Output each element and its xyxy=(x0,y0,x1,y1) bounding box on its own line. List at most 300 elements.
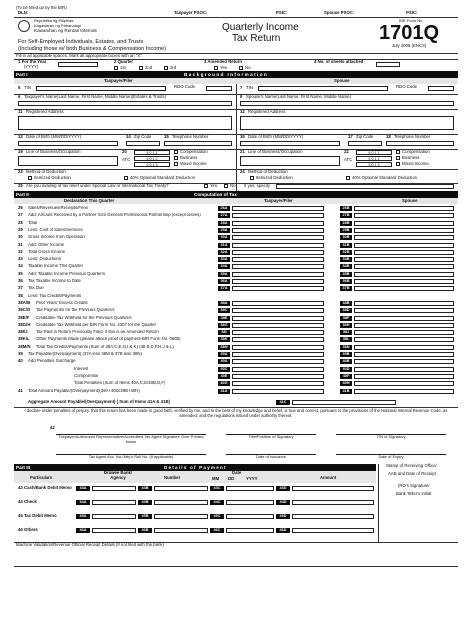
tax-line-label: Less: Cost of Sales/Services xyxy=(28,227,83,232)
part1-heading: Background Information xyxy=(184,72,269,77)
deduction-method-label-taxpayer: Method of Deduction xyxy=(26,169,66,174)
payment-bank-input[interactable] xyxy=(92,528,136,533)
declaration-text: I declare under penalties of perjury, that this return has been made in good faith, verified by me, and to the best of my knowledge and belief, is true and correct, pursuant to the provisions of the National Internal Revenue Code, as amended, and the regulations issued under authority thereof. xyxy=(24,408,448,418)
yyyy-col: YYYY xyxy=(246,476,258,481)
itemized-checkbox-spouse[interactable] xyxy=(250,176,254,180)
taxpayer-amount-input[interactable] xyxy=(232,323,324,328)
payment-code-d: 43D xyxy=(276,486,290,491)
tax-line-row xyxy=(14,373,458,380)
tax-line-number: 31 xyxy=(18,241,23,247)
taxpayer-amount-input[interactable] xyxy=(232,272,324,277)
taxpayer-item-code: 33A xyxy=(218,257,230,262)
tax-line-number: 38E/F xyxy=(18,314,30,320)
atc-code-2[interactable]: II 0 1 2 xyxy=(134,156,170,161)
taxpayer-item-code: 40E xyxy=(218,374,230,379)
year-input[interactable] xyxy=(58,62,98,67)
tax-line-label: Total Amount Payable/(Overpayment)(39A+40G/39B+40H) xyxy=(28,388,140,393)
spouse-amount-input[interactable] xyxy=(354,272,454,277)
q2-checkbox[interactable] xyxy=(139,66,143,70)
stamp-label-2: AAB and Date of Receipt xyxy=(388,471,436,476)
sheets-input[interactable] xyxy=(376,62,400,67)
tax-line-label: Creditable Tax Withheld for the Previous Quarter/s xyxy=(36,315,132,320)
tax-line-label: Less: Deductions xyxy=(28,257,61,262)
taxpayer-amount-input[interactable] xyxy=(232,337,324,342)
spouse-amount-input[interactable] xyxy=(354,301,454,306)
payment-code-d: 45D xyxy=(276,514,290,519)
fill-instructions: Fill in all applicable spaces. Mark all appropriate boxes with an "X". xyxy=(16,53,144,58)
compensation-checkbox-taxpayer[interactable] xyxy=(174,150,178,154)
tax-line-number: 38M/N xyxy=(18,343,31,349)
taxpayer-item-code: 38G xyxy=(218,323,230,328)
tax-line-row xyxy=(14,344,458,351)
payment-number-input[interactable] xyxy=(154,500,208,505)
tax-line-label: Tax Due xyxy=(28,286,44,291)
item1-label: 1 For the Year xyxy=(18,59,47,64)
payment-label: 44 Check xyxy=(18,499,37,504)
atc-code-3[interactable]: II 0 1 3 xyxy=(134,162,170,167)
taxpayer-amount-input[interactable] xyxy=(232,213,324,218)
payment-number-input[interactable] xyxy=(154,514,208,519)
part3-title: Part III xyxy=(16,465,31,470)
q3-label: 3rd xyxy=(170,65,177,70)
tax-line-label: Taxable Income This Quarter xyxy=(28,264,84,269)
spouse-item-code: 36B xyxy=(340,279,352,284)
spouse-amount-input[interactable] xyxy=(354,235,454,240)
payment-label: 46 Others xyxy=(18,527,38,532)
phone-input-spouse[interactable] xyxy=(386,141,454,146)
taxpayer-amount-input[interactable] xyxy=(232,221,324,226)
rdo-input-spouse[interactable] xyxy=(428,86,454,91)
phone-label-taxpayer: Telephone Number xyxy=(172,134,209,139)
part3-heading: Details of Payment xyxy=(164,465,227,470)
tax-relief-yes-checkbox[interactable] xyxy=(204,184,208,188)
atc-label-taxpayer: ATC xyxy=(122,157,131,162)
payment-code-b: 43B xyxy=(138,486,152,491)
zip-input-spouse[interactable] xyxy=(348,141,382,146)
address-label-taxpayer: Registered Address xyxy=(26,109,64,114)
payment-code-c: 46C xyxy=(210,528,224,533)
spouse-item-code: 29B xyxy=(340,228,352,233)
rdo-label-taxpayer: RDO Code xyxy=(174,84,196,89)
taxpayer-amount-input[interactable] xyxy=(232,316,324,321)
osd-label-taxpayer: 40% Optional Standard Deduction xyxy=(130,175,195,180)
agency-line-3: Kawanihan ng Rentas Internas xyxy=(34,28,97,33)
item2-label: 2 Quarter xyxy=(114,59,134,64)
taxpayer-amount-input[interactable] xyxy=(232,257,324,262)
part3-col-header xyxy=(14,471,376,483)
taxpayer-item-code: 40G xyxy=(218,381,230,386)
signature-title-line[interactable]: Title/Position of Signatory xyxy=(226,434,316,440)
payment-date-input[interactable] xyxy=(226,514,274,519)
spouse-item-code: 38J xyxy=(340,330,352,335)
spouse-item-code: 40F xyxy=(340,374,352,379)
taxpayer-item-code: 39A xyxy=(218,352,230,357)
osd-label-spouse: 40% Optional Standard Deduction xyxy=(352,175,417,180)
dln-label: DLN: xyxy=(18,11,29,15)
tin-label-spouse: TIN xyxy=(246,85,253,90)
payment-date-input[interactable] xyxy=(226,528,274,533)
form-desc-line-1: For Self-Employed Individuals, Estates, and Trusts xyxy=(18,39,144,45)
payment-date-input[interactable] xyxy=(226,500,274,505)
tax-line-number: 40 xyxy=(18,358,23,364)
part2-title: Part II xyxy=(16,192,29,197)
q1-checkbox[interactable] xyxy=(114,66,118,70)
tax-line-row xyxy=(14,300,458,307)
amended-no-checkbox[interactable] xyxy=(239,66,243,70)
address-input-spouse[interactable] xyxy=(240,116,454,130)
tax-line-row xyxy=(14,234,458,241)
taxpayer-amount-input[interactable] xyxy=(232,243,324,248)
compensation-label-spouse: Compensation xyxy=(402,149,430,154)
tax-line-number: 38C/D xyxy=(18,307,31,313)
tax-line-label: Total xyxy=(28,220,38,225)
payment-code-c: 44C xyxy=(210,500,224,505)
item3-label: 3 Amended Return xyxy=(204,59,243,64)
tax-line-row xyxy=(14,366,458,373)
payment-code-a: 43A xyxy=(76,486,90,491)
spouse-item-code: 38F xyxy=(340,316,352,321)
business-label-spouse: Business xyxy=(402,155,420,160)
payment-code-d: 46D xyxy=(276,528,290,533)
payment-row xyxy=(14,484,376,498)
spouse-item-code: 37B xyxy=(340,286,352,291)
spouse-amount-input[interactable] xyxy=(354,250,454,255)
tax-line-row xyxy=(14,358,458,365)
taxpayer-amount-input[interactable] xyxy=(232,286,324,291)
machine-validation-label: Machine Validation/Revenue Official Receipt Details (If not filed with the bank) xyxy=(16,542,164,547)
item1-sub: (YYYY) xyxy=(24,64,39,69)
spouse-item-code: 32B xyxy=(340,250,352,255)
tax-line-label: Add Penalties Surcharge xyxy=(28,359,76,364)
agency-line-1: Republika ng Pilipinas xyxy=(34,18,74,23)
tax-line-number: 38I/J xyxy=(18,329,28,335)
spouse-amount-input[interactable] xyxy=(354,330,454,335)
zip-label-taxpayer: Zip Code xyxy=(134,134,152,139)
spouse-amount-input[interactable] xyxy=(354,228,454,233)
taxpayer-amount-input[interactable] xyxy=(232,279,324,284)
date-col: Date xyxy=(232,471,242,475)
particulars-col: Particulars xyxy=(30,475,53,480)
mixed-label-taxpayer: Mixed Income xyxy=(180,161,207,166)
phone-input-taxpayer[interactable] xyxy=(164,141,232,146)
itemized-label-spouse: Itemized Deduction xyxy=(256,175,293,180)
taxpayer-item-code: 36A xyxy=(218,279,230,284)
tax-line-label: Add: Taxable Income Previous Quarter/s xyxy=(28,271,106,276)
spouse-item-code: 35B xyxy=(340,272,352,277)
signature-line-taxpayer[interactable]: Taxpayer/Authorized Representative/Accredited Tax Agent Signature Over Printed Name xyxy=(56,434,206,444)
form-no-label: BIR Form No. xyxy=(399,18,424,23)
payment-label: 45 Tax Debit Memo xyxy=(18,513,57,518)
taxpayer-amount-input[interactable] xyxy=(232,352,324,357)
tax-line-number: 32 xyxy=(18,248,23,254)
taxpayer-amount-input[interactable] xyxy=(232,264,324,269)
tax-line-number: 39 xyxy=(18,351,23,356)
payment-amount-input[interactable] xyxy=(292,514,374,519)
itemized-label-taxpayer: Itemized Deduction xyxy=(34,175,71,180)
spouse-item-code: 38H xyxy=(340,323,352,328)
taxpayer-item-code: 41A xyxy=(218,389,230,394)
taxpayer-amount-input[interactable] xyxy=(232,381,324,386)
atc-code-1[interactable]: II 0 1 1 xyxy=(134,150,170,155)
taxpayer-item-code: 38C xyxy=(218,308,230,313)
spouse-item-code: 41B xyxy=(340,389,352,394)
spouse-amount-input[interactable] xyxy=(354,257,454,262)
deduction-method-label-spouse: Method of Deduction xyxy=(248,169,288,174)
tax-line-row xyxy=(14,242,458,249)
payment-amount-input[interactable] xyxy=(292,500,374,505)
taxpayer-item-code: 29A xyxy=(218,228,230,233)
tax-line-row xyxy=(14,256,458,263)
taxpayer-item-code: 40A xyxy=(218,359,230,364)
part1-bar xyxy=(14,71,458,78)
lob-input-spouse[interactable] xyxy=(240,156,340,166)
payment-bank-input[interactable] xyxy=(92,486,136,491)
part2-col-header xyxy=(14,198,458,204)
form-number: 1701Q xyxy=(379,22,440,44)
taxpayer-amount-input[interactable] xyxy=(232,345,324,350)
spouse-amount-input[interactable] xyxy=(354,264,454,269)
q3-checkbox[interactable] xyxy=(164,66,168,70)
lob-label-taxpayer: Line of Business/Occupation xyxy=(26,149,81,154)
taxpayer-item-code: 38I xyxy=(218,330,230,335)
taxpayer-item-code: 30A xyxy=(218,235,230,240)
spouse-amount-input[interactable] xyxy=(354,279,454,284)
spouse-amount-input[interactable] xyxy=(354,345,454,350)
osd-checkbox-taxpayer[interactable] xyxy=(124,176,128,180)
name-label-spouse: Spouse's Name(Last Name, First Name, Middle Name) xyxy=(246,94,351,99)
payment-code-b: 46B xyxy=(138,528,152,533)
taxpayer-item-code: 26A xyxy=(218,206,230,211)
spouse-amount-input[interactable] xyxy=(354,213,454,218)
mixed-label-spouse: Mixed Income xyxy=(402,161,429,166)
tax-line-row xyxy=(14,322,458,329)
zip-label-spouse: Zip Code xyxy=(356,134,374,139)
taxpayer-amount-input[interactable] xyxy=(232,359,324,364)
phone-label-spouse: Telephone Number xyxy=(394,134,431,139)
taxpayer-item-code: 38E xyxy=(218,316,230,321)
payment-date-input[interactable] xyxy=(226,486,274,491)
taxpayer-amount-input[interactable] xyxy=(232,250,324,255)
tax-line-number: 38G/H xyxy=(18,321,31,327)
rdo-input-taxpayer[interactable] xyxy=(206,86,232,91)
tax-line-row xyxy=(14,271,458,278)
spouse-amount-input[interactable] xyxy=(354,381,454,386)
spouse-amount-input[interactable] xyxy=(354,389,454,394)
spouse-item-code: 40H xyxy=(340,381,352,386)
spouse-amount-input[interactable] xyxy=(354,374,454,379)
tax-line-number: 33 xyxy=(18,256,23,262)
tax-line-label: Other Payments Made (please attach proof of payment-BIR Form No. 0605) xyxy=(36,337,181,342)
spouse-item-code: 28B xyxy=(340,221,352,226)
amended-yes-checkbox[interactable] xyxy=(214,66,218,70)
taxpayer-amount-input[interactable] xyxy=(232,228,324,233)
name-input-spouse[interactable] xyxy=(240,101,454,106)
business-checkbox-spouse[interactable] xyxy=(396,156,400,160)
spouse-item-code: 34B xyxy=(340,264,352,269)
spouse-amount-input[interactable] xyxy=(354,221,454,226)
payment-number-input[interactable] xyxy=(154,528,208,533)
tax-line-label: Tax Taxable Income to Date xyxy=(28,279,81,283)
payment-code-c: 45C xyxy=(210,514,224,519)
dob-input-spouse[interactable] xyxy=(240,141,340,146)
atc-code-spouse-1[interactable]: II 0 1 1 xyxy=(356,150,392,155)
tax-line-row xyxy=(14,212,458,219)
psic-label: PSIC: xyxy=(276,11,288,15)
payment-bank-input[interactable] xyxy=(92,500,136,505)
part3-bar xyxy=(14,464,376,471)
tax-line-number: 30 xyxy=(18,234,23,240)
spouse-amount-input[interactable] xyxy=(354,243,454,248)
tax-line-label: Less: Tax Credits/Payments xyxy=(28,293,82,298)
payment-amount-input[interactable] xyxy=(292,528,374,533)
q1-label: 1st xyxy=(120,65,126,70)
taxpayer-psoc-label: Taxpayer PSOC: xyxy=(174,11,208,15)
tax-line-label: Total Gross Income xyxy=(28,249,66,254)
payment-amount-input[interactable] xyxy=(292,486,374,491)
agency-line-2: Kagawaran ng Pananalapi xyxy=(34,22,81,28)
taxpayer-amount-input[interactable] xyxy=(232,330,324,335)
tax-line-label: Total Tax Credits/Payments (Sum of 38A,C,E,G,I & K) (38 B,D,F,H,J & L) xyxy=(36,344,174,349)
spouse-amount-input[interactable] xyxy=(354,352,454,357)
taxpayer-amount-input[interactable] xyxy=(232,301,324,306)
spouse-item-code: 31B xyxy=(340,243,352,248)
spouse-amount-input[interactable] xyxy=(354,316,454,321)
tax-relief-no-label: No xyxy=(230,183,236,188)
atc-code-spouse-2[interactable]: II 0 1 2 xyxy=(356,156,392,161)
spouse-item-code: 40B xyxy=(340,359,352,364)
aggregate-code: 41C xyxy=(276,400,290,405)
payment-code-b: 44B xyxy=(138,500,152,505)
spouse-psic-label: PSIC: xyxy=(406,11,418,15)
payment-number-input[interactable] xyxy=(154,486,208,491)
taxpayer-item-code: 34A xyxy=(218,264,230,269)
tin-input-spouse[interactable] xyxy=(258,86,388,91)
tax-line-row xyxy=(14,307,458,314)
taxpayer-item-code: 40C xyxy=(218,367,230,372)
business-checkbox-taxpayer[interactable] xyxy=(174,156,178,160)
part2-bar xyxy=(14,191,458,198)
tax-relief-specify-label: If yes, specify xyxy=(244,183,271,188)
taxpayer-amount-input[interactable] xyxy=(232,206,324,211)
tax-line-label: Sales/Revenues/Receipts/Fees xyxy=(28,206,88,210)
lob-label-spouse: Line of Business/Occupation xyxy=(248,149,303,154)
amended-yes-label: Yes xyxy=(220,65,228,70)
tax-line-number: 27 xyxy=(18,212,23,218)
spouse-col-title: Spouse xyxy=(334,78,350,83)
part1-title: Part I xyxy=(16,72,28,77)
stamp-label-4: Bank Teller's Initial xyxy=(396,491,432,496)
payment-code-a: 46A xyxy=(76,528,90,533)
dob-input-taxpayer[interactable] xyxy=(18,141,118,146)
tax-line-label: Tax Paid in Return Previously Filed, if this is an Amended Return xyxy=(36,330,159,335)
spouse-amount-input[interactable] xyxy=(354,323,454,328)
tax-line-row xyxy=(14,336,458,343)
tax-line-row xyxy=(14,205,458,212)
rdo-label-spouse: RDO Code xyxy=(396,84,418,89)
tax-relief-no-checkbox[interactable] xyxy=(224,184,228,188)
taxpayer-amount-input[interactable] xyxy=(232,235,324,240)
tax-line-row xyxy=(14,293,458,300)
spouse-item-code: 26B xyxy=(340,206,352,211)
itemized-checkbox-taxpayer[interactable] xyxy=(28,176,32,180)
spouse-amount-input[interactable] xyxy=(354,206,454,211)
spouse-amount-input[interactable] xyxy=(354,308,454,313)
spouse-amount-input[interactable] xyxy=(354,286,454,291)
business-label-taxpayer: Business xyxy=(180,155,198,160)
payment-code-a: 45A xyxy=(76,514,90,519)
spouse-item-code: 38N xyxy=(340,345,352,350)
taxpayer-amount-input[interactable] xyxy=(232,389,324,394)
mixed-checkbox-taxpayer[interactable] xyxy=(174,162,178,166)
compensation-checkbox-spouse[interactable] xyxy=(396,150,400,154)
tax-line-number: 38K/L xyxy=(18,336,30,342)
taxpayer-item-code: 28A xyxy=(218,221,230,226)
compensation-label-taxpayer: Compensation xyxy=(180,149,208,154)
taxpayer-item-code: 32A xyxy=(218,250,230,255)
number-col: Number xyxy=(164,475,181,480)
q2-label: 2nd xyxy=(145,65,153,70)
payment-bank-input[interactable] xyxy=(92,514,136,519)
lob-input-taxpayer[interactable] xyxy=(18,156,118,166)
tax-line-label: Interest xyxy=(74,366,89,371)
taxpayer-amount-input[interactable] xyxy=(232,374,324,379)
tax-line-number: 34 xyxy=(18,263,23,269)
tax-agent-acc-line[interactable]: Tax Agent Acc. No./Atty's Roll No. (if applicable) xyxy=(56,454,206,460)
payment-code-b: 45B xyxy=(138,514,152,519)
name-input-taxpayer[interactable] xyxy=(18,101,232,106)
spouse-amount-input[interactable] xyxy=(354,359,454,364)
amount-col: Amount xyxy=(320,475,337,480)
address-input-taxpayer[interactable] xyxy=(18,116,232,130)
tax-line-number: 36 xyxy=(18,278,23,283)
spouse-amount-input[interactable] xyxy=(354,367,454,372)
dd-col: DD xyxy=(228,476,235,481)
tax-relief-yes-label: Yes xyxy=(210,183,218,188)
taxpayer-amount-input[interactable] xyxy=(232,367,324,372)
spouse-item-code: 40D xyxy=(340,367,352,372)
mixed-checkbox-spouse[interactable] xyxy=(396,162,400,166)
tax-line-row xyxy=(14,329,458,336)
tax-line-label: Tax Payable/(Overpayment) (37A less 38M & 37B less 38N) xyxy=(28,352,142,356)
taxpayer-amount-input[interactable] xyxy=(232,308,324,313)
tax-line-number: 28 xyxy=(18,219,23,225)
tax-line-row xyxy=(14,351,458,358)
tax-line-number: 37 xyxy=(18,285,23,291)
spouse-item-code: 38L xyxy=(340,337,352,342)
amended-no-label: No xyxy=(245,65,251,70)
tax-line-number: 29 xyxy=(18,226,23,232)
bir-note: (To be filled up by the BIR) xyxy=(16,6,67,10)
tax-line-label: Add: Amount Received by a Partner from General Professional Partnership (except losses) xyxy=(28,213,201,218)
osd-checkbox-spouse[interactable] xyxy=(346,176,350,180)
tin-input-taxpayer[interactable] xyxy=(36,86,166,91)
name-label-taxpayer: Taxpayer's Name(Last Name, First Name, Middle Name)(Estates & Trusts) xyxy=(24,94,166,99)
atc-code-spouse-3[interactable]: II 0 1 3 xyxy=(356,162,392,167)
spouse-amount-input[interactable] xyxy=(354,337,454,342)
date-issuance-line[interactable]: Date of Issuance xyxy=(226,454,316,460)
signature-tin-line[interactable]: TIN of Signatory xyxy=(336,434,446,440)
tax-line-label: Compromise xyxy=(74,373,99,378)
zip-input-taxpayer[interactable] xyxy=(126,141,160,146)
tax-relief-specify-input[interactable] xyxy=(276,184,454,189)
spouse-item-code: 38D xyxy=(340,308,352,313)
date-expiry-line[interactable]: Date of Expiry xyxy=(336,454,446,460)
taxpayer-item-code: 31A xyxy=(218,243,230,248)
aggregate-input[interactable] xyxy=(292,400,396,405)
declaration-col-title: Declaration This Quarter xyxy=(64,198,115,203)
address-label-spouse: Registered Address xyxy=(248,109,286,114)
taxpayer-item-code: 35A xyxy=(218,272,230,277)
